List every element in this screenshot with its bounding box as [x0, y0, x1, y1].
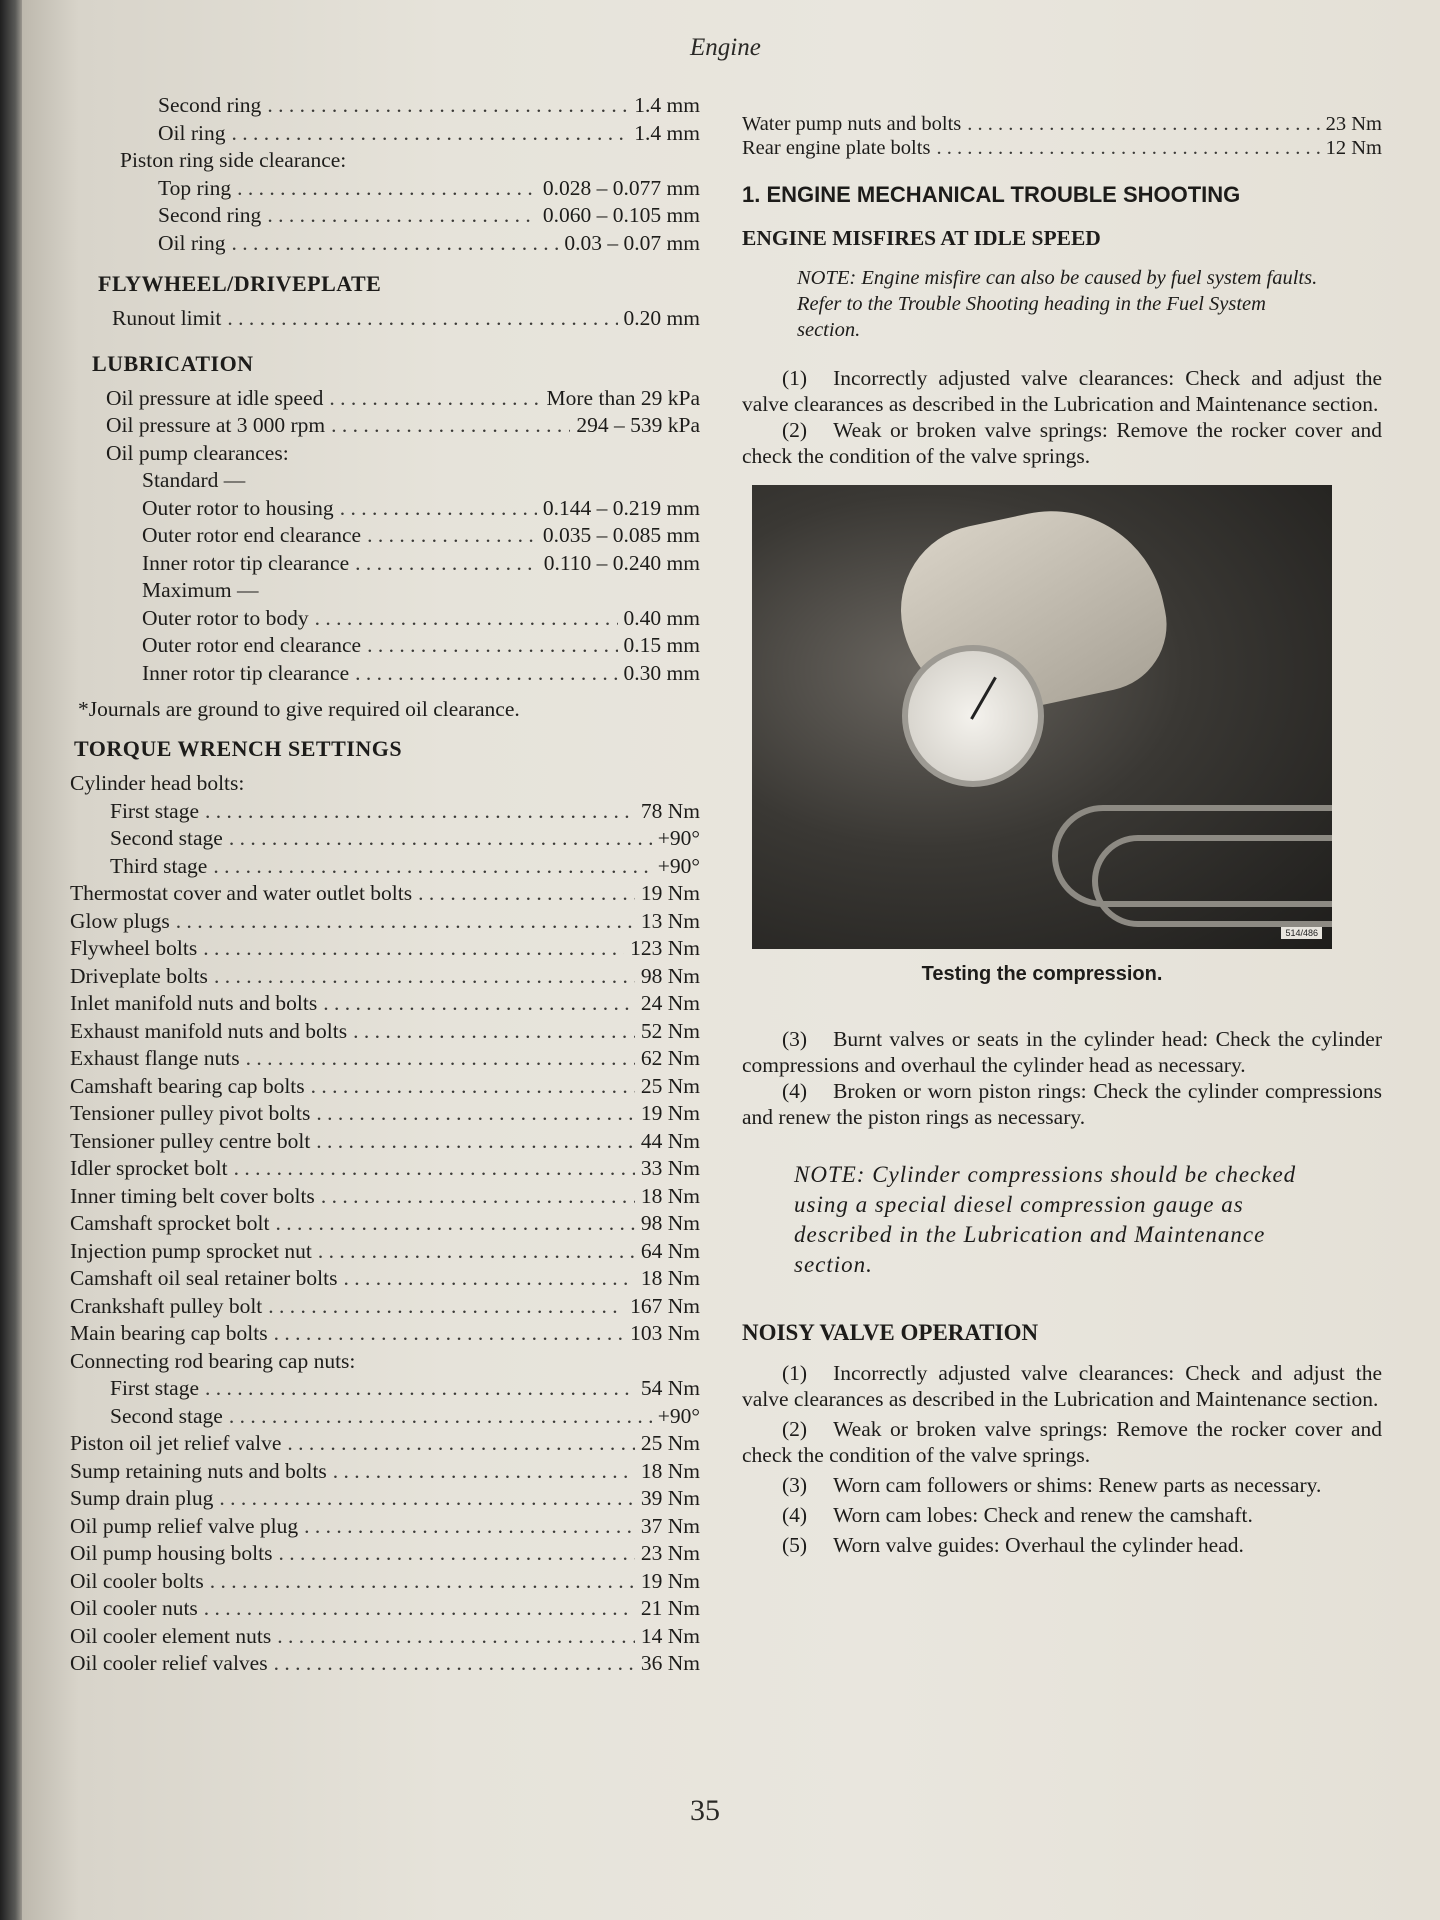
item-number: (5) [782, 1533, 808, 1557]
leader-dots [227, 305, 617, 333]
spec-label: Oil pump relief valve plug [70, 1513, 299, 1538]
spec-value: +90° [657, 853, 700, 878]
spec-value: 14 Nm [640, 1623, 700, 1648]
left-column [30, 92, 700, 1678]
leader-dots [237, 175, 537, 203]
spec-value: +90° [657, 1403, 700, 1428]
spec-row [30, 880, 700, 908]
spec-value: 52 Nm [640, 1018, 700, 1043]
spec-row [30, 990, 700, 1018]
photo-caption: Testing the compression. [921, 963, 1163, 985]
misfire-items-continued [742, 1026, 1382, 1130]
numbered-item [742, 1416, 1382, 1468]
item-number: (1) [782, 1361, 808, 1385]
piston-ring-specs [30, 92, 700, 257]
spec-row [30, 120, 700, 148]
spec-value: 0.20 mm [623, 306, 700, 330]
item-text: Weak or broken valve springs: Remove the rocker cover and check the condition of the valve springs. [742, 1417, 1382, 1467]
leader-dots [246, 1045, 635, 1073]
spec-label: Outer rotor to housing [142, 495, 334, 520]
leader-dots [268, 1293, 624, 1321]
spec-row [30, 577, 700, 605]
numbered-item [742, 1472, 1382, 1498]
spec-label: Flywheel bolts [70, 936, 198, 960]
spec-label: Second stage [110, 1403, 223, 1428]
flywheel-specs [30, 305, 700, 333]
leader-dots [418, 880, 635, 908]
spec-value: 0.15 mm [623, 633, 700, 657]
numbered-item [742, 1078, 1382, 1130]
item-text: Worn valve guides: Overhaul the cylinder head. [833, 1533, 1244, 1557]
spec-row [30, 1155, 700, 1183]
manual-page [22, 0, 1440, 1920]
spec-value: 54 Nm [640, 1376, 700, 1400]
spec-label: Maximum — [142, 578, 259, 602]
leader-dots [936, 136, 1319, 160]
spec-label: Camshaft oil seal retainer bolts [70, 1266, 338, 1290]
spec-row [30, 495, 700, 523]
spec-value: 19 Nm [640, 881, 700, 905]
spec-row [30, 1403, 700, 1431]
spec-value: 0.144 – 0.219 mm [542, 495, 700, 520]
leader-dots [355, 550, 538, 578]
spec-label: Crankshaft pulley bolt [70, 1293, 263, 1318]
leader-dots [329, 385, 540, 413]
spec-label: Main bearing cap bolts [70, 1321, 268, 1345]
item-text: Weak or broken valve springs: Remove the rocker cover and check the condition of the valve springs. [742, 418, 1382, 468]
spec-row [30, 1320, 700, 1348]
leader-dots [278, 1540, 634, 1568]
spec-label: Driveplate bolts [70, 963, 208, 988]
item-number: (4) [782, 1503, 808, 1527]
leader-dots [274, 1320, 624, 1348]
spec-row [30, 175, 700, 203]
misfire-items [742, 365, 1382, 469]
numbered-item [742, 1360, 1382, 1412]
item-text: Broken or worn piston rings: Check the cylinder compressions and renew the piston rings as necessary. [742, 1079, 1382, 1129]
spec-value: 0.060 – 0.105 mm [542, 203, 700, 227]
spec-value: 0.035 – 0.085 mm [542, 523, 700, 547]
spec-label: Oil pressure at 3 000 rpm [106, 413, 326, 437]
leader-dots [234, 1155, 635, 1183]
spec-label: Exhaust manifold nuts and bolts [70, 1018, 348, 1043]
leader-dots [316, 1100, 635, 1128]
spec-value: 18 Nm [640, 1266, 700, 1290]
leader-dots [231, 230, 558, 258]
item-number: (3) [782, 1027, 808, 1051]
leader-dots [275, 1210, 634, 1238]
spec-label: Glow plugs [70, 908, 170, 933]
spec-row [30, 1073, 700, 1101]
compression-test-photo [752, 485, 1332, 949]
leader-dots [315, 605, 618, 633]
leader-dots [321, 1183, 635, 1211]
spec-row [30, 1513, 700, 1541]
spec-label: Oil cooler relief valves [70, 1651, 268, 1675]
spec-label: Outer rotor to body [142, 605, 309, 630]
numbered-item [742, 1026, 1382, 1078]
spec-row [30, 1293, 700, 1321]
spec-label: Camshaft bearing cap bolts [70, 1073, 305, 1098]
spec-label: Second ring [158, 203, 262, 227]
spec-label: Top ring [158, 175, 232, 200]
running-head: Engine [690, 34, 761, 61]
engine-pipe [1092, 835, 1332, 927]
spec-label: Cylinder head bolts: [70, 771, 245, 795]
spec-label: Inner rotor tip clearance [142, 550, 350, 575]
spec-value: 25 Nm [640, 1431, 700, 1455]
spec-value: 37 Nm [640, 1513, 700, 1538]
spec-value: 18 Nm [640, 1183, 700, 1208]
spec-label: First stage [110, 1376, 199, 1400]
spec-row [30, 202, 700, 230]
leader-dots [213, 853, 651, 881]
spec-label: Injection pump sprocket nut [70, 1238, 312, 1263]
torque-heading: TORQUE WRENCH SETTINGS [74, 736, 403, 761]
spec-value: 39 Nm [640, 1486, 700, 1510]
leader-dots [176, 908, 635, 936]
spec-value: 0.30 mm [623, 660, 700, 685]
leader-dots [355, 660, 617, 688]
spec-value: 123 Nm [630, 936, 700, 960]
spec-row [30, 632, 700, 660]
leader-dots [367, 522, 537, 550]
spec-label: Oil ring [158, 230, 226, 255]
spec-row [30, 935, 700, 963]
item-text: Incorrectly adjusted valve clearances: Check and adjust the valve clearances as described in the Lubrication and Maintenance section. [742, 366, 1382, 416]
spec-row [30, 1650, 700, 1678]
flywheel-heading: FLYWHEEL/DRIVEPLATE [98, 271, 382, 296]
spec-row [742, 112, 1382, 136]
misfire-heading: ENGINE MISFIRES AT IDLE SPEED [742, 226, 1101, 250]
item-text: Worn cam lobes: Check and renew the camshaft. [833, 1503, 1253, 1527]
spec-value: 0.110 – 0.240 mm [543, 550, 700, 575]
spec-row [30, 305, 700, 333]
spec-row [30, 1568, 700, 1596]
spec-row [742, 136, 1382, 160]
spec-label: Second stage [110, 826, 223, 850]
spec-label: Rear engine plate bolts [742, 137, 931, 159]
spec-row [30, 1265, 700, 1293]
spec-label: Camshaft sprocket bolt [70, 1211, 270, 1235]
leader-dots [323, 990, 635, 1018]
spec-label: Oil pump clearances: [106, 440, 289, 465]
spec-label: Outer rotor end clearance [142, 633, 362, 657]
spec-row [30, 1430, 700, 1458]
spec-row [30, 1045, 700, 1073]
spec-value: 0.03 – 0.07 mm [564, 230, 700, 255]
book-binding [0, 0, 22, 1920]
item-number: (2) [782, 418, 808, 442]
spec-row [30, 1540, 700, 1568]
item-text: Burnt valves or seats in the cylinder head: Check the cylinder compressions and overhaul the cylinder head as necessary. [742, 1027, 1382, 1077]
spec-value: 36 Nm [640, 1651, 700, 1675]
spec-label: Tensioner pulley centre bolt [70, 1128, 311, 1153]
spec-label: Connecting rod bearing cap nuts: [70, 1348, 356, 1373]
spec-value: 33 Nm [640, 1156, 700, 1180]
spec-value: +90° [657, 826, 700, 850]
leader-dots [367, 632, 617, 660]
item-text: Incorrectly adjusted valve clearances: Check and adjust the valve clearances as described in the Lubrication and Maintenance section. [742, 1361, 1382, 1411]
spec-label: Piston ring side clearance: [120, 148, 347, 172]
spec-row [30, 963, 700, 991]
spec-label: Oil cooler bolts [70, 1568, 204, 1593]
spec-row [30, 1238, 700, 1266]
leader-dots [331, 412, 570, 440]
lubrication-specs [30, 385, 700, 688]
spec-value: 103 Nm [630, 1321, 700, 1345]
item-number: (4) [782, 1079, 808, 1103]
spec-label: Standard — [142, 468, 246, 492]
numbered-item [742, 365, 1382, 417]
spec-value: 21 Nm [640, 1596, 700, 1620]
spec-label: Oil pressure at idle speed [106, 385, 324, 410]
spec-label: Oil pump housing bolts [70, 1541, 273, 1565]
spec-row [30, 1128, 700, 1156]
spec-row [30, 1018, 700, 1046]
item-number: (2) [782, 1417, 808, 1441]
right-specs [742, 112, 1382, 160]
leader-dots [304, 1513, 635, 1541]
journals-note: *Journals are ground to give required oil clearance. [78, 697, 520, 721]
spec-row [30, 660, 700, 688]
leader-dots [277, 1623, 635, 1651]
noisy-valve-heading: NOISY VALVE OPERATION [742, 1320, 1039, 1345]
spec-row [30, 440, 700, 468]
spec-value: 294 – 539 kPa [576, 413, 700, 437]
item-number: (1) [782, 366, 808, 390]
spec-row [30, 770, 700, 798]
spec-row [30, 1348, 700, 1376]
spec-row [30, 1458, 700, 1486]
leader-dots [203, 935, 624, 963]
spec-row [30, 550, 700, 578]
spec-value: 1.4 mm [634, 120, 700, 145]
spec-value: 44 Nm [640, 1128, 700, 1153]
spec-label: Second ring [158, 93, 262, 117]
spec-row [30, 798, 700, 826]
item-text: Worn cam followers or shims: Renew parts as necessary. [833, 1473, 1322, 1497]
spec-row [30, 825, 700, 853]
spec-value: 98 Nm [640, 1211, 700, 1235]
spec-value: 23 Nm [640, 1541, 700, 1565]
spec-value: 25 Nm [640, 1073, 700, 1098]
leader-dots [210, 1568, 635, 1596]
spec-row [30, 147, 700, 175]
spec-value: 0.40 mm [623, 605, 700, 630]
spec-row [30, 522, 700, 550]
leader-dots [311, 1073, 635, 1101]
spec-row [30, 853, 700, 881]
spec-value: 167 Nm [630, 1293, 700, 1318]
leader-dots [205, 1375, 635, 1403]
spec-row [30, 1100, 700, 1128]
compression-gauge-icon [902, 645, 1044, 787]
spec-label: Oil ring [158, 120, 226, 145]
spec-row [30, 908, 700, 936]
numbered-item [742, 417, 1382, 469]
leader-dots [267, 202, 537, 230]
spec-label: First stage [110, 798, 199, 823]
spec-value: 98 Nm [640, 963, 700, 988]
leader-dots [219, 1485, 635, 1513]
spec-label: Oil cooler nuts [70, 1596, 198, 1620]
spec-label: Idler sprocket bolt [70, 1156, 228, 1180]
spec-value: 13 Nm [640, 908, 700, 933]
spec-label: Sump retaining nuts and bolts [70, 1458, 327, 1483]
leader-dots [205, 798, 635, 826]
spec-row [30, 467, 700, 495]
spec-label: Water pump nuts and bolts [742, 113, 962, 135]
leader-dots [229, 825, 652, 853]
leader-dots [214, 963, 635, 991]
leader-dots [353, 1018, 635, 1046]
misfire-note: NOTE: Engine misfire can also be caused by fuel system faults. Refer to the Trouble Shooting heading in the Fuel System section. [797, 267, 1318, 341]
spec-value: 24 Nm [640, 991, 700, 1015]
right-column [742, 112, 1382, 1562]
trouble-shooting-title: 1. ENGINE MECHANICAL TROUBLE SHOOTING [742, 182, 1241, 207]
compression-note: NOTE: Cylinder compressions should be checked using a special diesel compression gauge as described in the Lubrication and Maintenance section. [794, 1162, 1297, 1277]
photo-tag: 514/486 [1281, 927, 1322, 939]
leader-dots [967, 112, 1319, 136]
leader-dots [318, 1238, 635, 1266]
lubrication-heading: LUBRICATION [92, 350, 254, 376]
leader-dots [274, 1650, 635, 1678]
spec-value: 64 Nm [640, 1238, 700, 1263]
spec-row [30, 412, 700, 440]
leader-dots [204, 1595, 635, 1623]
leader-dots [287, 1430, 635, 1458]
leader-dots [333, 1458, 635, 1486]
spec-label: Thermostat cover and water outlet bolts [70, 881, 413, 905]
spec-label: Oil cooler element nuts [70, 1623, 272, 1648]
spec-label: Inner rotor tip clearance [142, 660, 350, 685]
spec-label: Piston oil jet relief valve [70, 1431, 282, 1455]
spec-label: Inlet manifold nuts and bolts [70, 991, 318, 1015]
noisy-valve-items [742, 1360, 1382, 1558]
spec-value: 19 Nm [640, 1101, 700, 1125]
spec-value: 23 Nm [1325, 113, 1382, 135]
spec-row [30, 1623, 700, 1651]
spec-label: Tensioner pulley pivot bolts [70, 1101, 311, 1125]
spec-value: 19 Nm [640, 1568, 700, 1593]
spec-label: Runout limit [112, 306, 222, 330]
spec-label: Outer rotor end clearance [142, 523, 362, 547]
spec-value: 0.028 – 0.077 mm [542, 175, 700, 200]
spec-row [30, 1210, 700, 1238]
spec-row [30, 385, 700, 413]
spec-row [30, 1183, 700, 1211]
spec-value: More than 29 kPa [546, 385, 700, 410]
leader-dots [267, 92, 628, 120]
spec-label: Inner timing belt cover bolts [70, 1183, 315, 1208]
spec-row [30, 605, 700, 633]
spec-label: Third stage [110, 853, 208, 878]
leader-dots [343, 1265, 634, 1293]
spec-label: Sump drain plug [70, 1486, 214, 1510]
spec-value: 12 Nm [1325, 137, 1382, 159]
leader-dots [340, 495, 537, 523]
torque-specs [30, 770, 700, 1678]
spec-row [30, 1595, 700, 1623]
page-number: 35 [690, 1794, 720, 1827]
leader-dots [316, 1128, 635, 1156]
leader-dots [229, 1403, 652, 1431]
spec-row [30, 230, 700, 258]
spec-row [30, 1485, 700, 1513]
spec-value: 18 Nm [640, 1458, 700, 1483]
spec-label: Exhaust flange nuts [70, 1046, 240, 1070]
item-number: (3) [782, 1473, 808, 1497]
spec-row [30, 92, 700, 120]
spec-value: 62 Nm [640, 1046, 700, 1070]
leader-dots [231, 120, 628, 148]
spec-value: 78 Nm [640, 798, 700, 823]
spec-row [30, 1375, 700, 1403]
numbered-item [742, 1532, 1382, 1558]
numbered-item [742, 1502, 1382, 1528]
spec-value: 1.4 mm [634, 93, 700, 117]
